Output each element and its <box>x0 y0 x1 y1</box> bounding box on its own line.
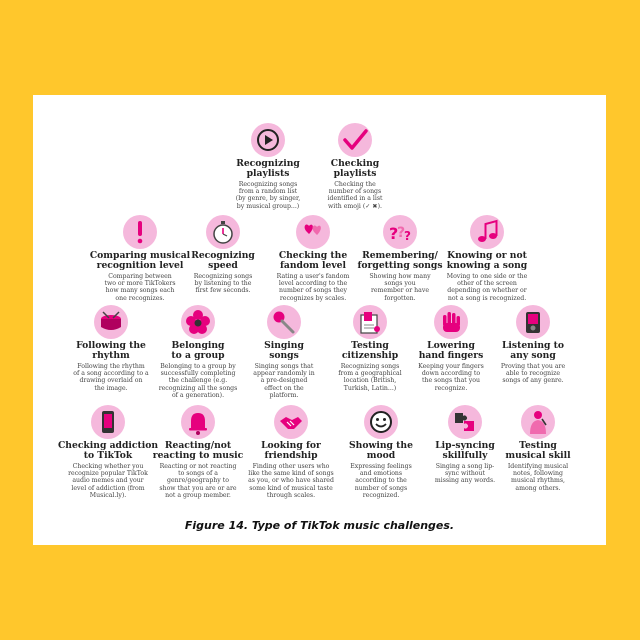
challenge-title: Checking playlists <box>330 158 380 179</box>
stopwatch-icon <box>206 215 240 249</box>
microphone-icon <box>267 305 301 339</box>
challenge-description: Checking the number of songs identified in a list with emoji (✓ ✖). <box>327 181 383 210</box>
smiley-icon <box>364 405 398 439</box>
challenge-item <box>146 405 250 499</box>
challenge-title: Showing the mood <box>349 440 413 461</box>
challenge-item <box>239 405 343 499</box>
challenge-description: Moving to one side or the other of the screen depending on whether or not a song is recognized. <box>446 273 528 302</box>
challenge-description: Reacting or not reacting to songs of a genre/geography to show that you are or are not a group member. <box>159 463 237 499</box>
challenge-title: Lip-syncing skillfully <box>435 440 495 461</box>
figure-card <box>33 95 606 545</box>
singer-icon <box>521 405 555 439</box>
challenge-item <box>303 123 407 210</box>
svg-text:?: ? <box>404 229 411 243</box>
bell-icon <box>181 405 215 439</box>
challenge-description: Recognizing songs from a random list (by genre, by singer, by musical group...) <box>235 181 301 210</box>
passport-icon <box>353 305 387 339</box>
flower-icon <box>181 305 215 339</box>
handshake-icon <box>274 405 308 439</box>
challenge-description: Belonging to a group by successfully completing the challenge (e.g. recognizing all the songs of a generation). <box>158 363 238 399</box>
exclamation-icon <box>123 215 157 249</box>
puzzle-icon <box>448 405 482 439</box>
challenge-description: Showing how many songs you remember or have forgotten. <box>369 273 431 302</box>
svg-text:?: ? <box>389 224 399 243</box>
challenge-title: Singing songs <box>264 340 304 361</box>
challenge-title: Following the rhythm <box>76 340 146 361</box>
question-marks-icon <box>383 215 417 249</box>
challenge-description: Rating a user's fandom level according to the number of songs they recognizes by scales. <box>276 273 350 302</box>
challenge-description: Recognizing songs from a geographical location (British, Turkish, Latin...) <box>338 363 402 392</box>
challenge-item <box>435 215 539 302</box>
challenge-title: Looking for friendship <box>261 440 321 461</box>
challenge-title: Testing musical skill <box>505 440 571 461</box>
challenge-description: Keeping your fingers down according to the songs that you recognize. <box>418 363 484 392</box>
challenge-description: Recognizing songs by listening to the first few seconds. <box>193 273 253 295</box>
play-icon <box>251 123 285 157</box>
challenge-title: Belonging to a group <box>171 340 225 361</box>
challenge-item <box>481 305 585 385</box>
challenge-title: Comparing musical recognition level <box>89 250 191 271</box>
challenge-item <box>171 215 275 295</box>
challenge-title: Checking the fandom level <box>278 250 348 271</box>
phone-icon <box>91 405 125 439</box>
hand-icon <box>434 305 468 339</box>
challenge-description: Singing a song lip- sync without missing any words. <box>434 463 496 485</box>
challenge-description: Singing songs that appear randomly in a pre-designed effect on the platform. <box>253 363 315 399</box>
challenge-title: Recognizing playlists <box>236 158 300 179</box>
challenge-title: Remembering/ forgetting songs <box>357 250 443 271</box>
challenge-item <box>486 405 590 492</box>
music-player-icon <box>516 305 550 339</box>
checkmark-icon <box>338 123 372 157</box>
challenge-description: Checking whether you recognize popular TikTok audio memes and your level of addiction (from Musical.ly). <box>68 463 148 499</box>
challenge-description: Expressing feelings and emotions according to the number of songs recognized. <box>350 463 412 499</box>
challenge-description: Comparing between two or more TikTokers how many songs each one recognizes. <box>104 273 176 302</box>
challenge-description: Finding other users who like the same kind of songs as you, or who have shared some kind of musical taste through scales. <box>248 463 334 499</box>
drum-icon <box>94 305 128 339</box>
svg-text:?: ? <box>397 225 406 241</box>
challenge-title: Lowering hand fingers <box>418 340 484 361</box>
hearts-icon <box>296 215 330 249</box>
music-note-icon <box>470 215 504 249</box>
challenge-title: Reacting/not reacting to music <box>152 440 244 461</box>
figure-caption: Figure 14. Type of TikTok music challenges. <box>184 519 455 532</box>
challenge-title: Knowing or not knowing a song <box>446 250 528 271</box>
challenge-title: Recognizing speed <box>191 250 255 271</box>
challenge-description: Identifying musical notes, following musical rhythms, among others. <box>507 463 569 492</box>
challenge-title: Checking addiction to TikTok <box>57 440 159 461</box>
challenge-title: Listening to any song <box>501 340 565 361</box>
challenge-description: Following the rhythm of a song according to a drawing overlaid on the image. <box>73 363 149 392</box>
challenge-description: Proving that you are able to recognize songs of any genre. <box>500 363 566 385</box>
challenge-item <box>56 405 160 499</box>
challenge-title: Testing citizenship <box>341 340 399 361</box>
